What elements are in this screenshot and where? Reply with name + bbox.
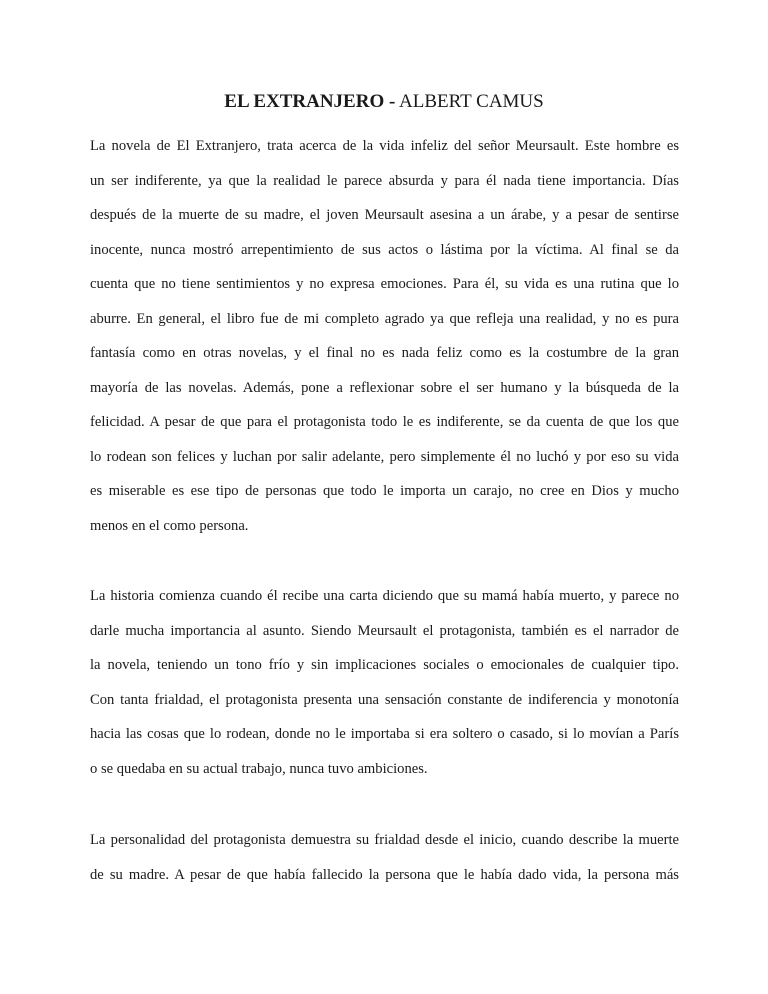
document-title: [0, 90, 768, 114]
paragraph-1: [90, 129, 679, 543]
paragraph-line: es miserable es ese tipo de personas que todo le importa un carajo, no cree en Dios y mucho: [90, 483, 679, 499]
paragraph-line: mayoría de las novelas. Además, pone a reflexionar sobre el ser humano y la búsqueda de la: [90, 379, 679, 396]
paragraph-line: de su madre. A pesar de que había fallecido la persona que le había dado vida, la persona más: [90, 866, 679, 883]
paragraph-line: la novela, teniendo un tono frío y sin implicaciones sociales o emocionales de cualquier tipo.: [90, 657, 679, 673]
paragraph-line: después de la muerte de su madre, el joven Meursault asesina a un árabe, y a pesar de sentirse: [90, 207, 679, 223]
paragraph-line: darle mucha importancia al asunto. Siendo Meursault el protagonista, también es el narrador de: [90, 622, 679, 639]
paragraph-line: fantasía como en otras novelas, y el final no es nada feliz como es la costumbre de la gran: [90, 345, 679, 361]
paragraph-line: un ser indiferente, ya que la realidad le parece absurda y para él nada tiene importancia. Días: [90, 172, 679, 189]
paragraph-line: lo rodean son felices y luchan por salir adelante, pero simplemente él no luchó y por eso su vida: [90, 448, 679, 465]
paragraph-line: hacia las cosas que lo rodean, donde no le importaba si era soltero o casado, si lo movían a París: [90, 726, 679, 742]
paragraph-3: [90, 823, 679, 892]
paragraph-line: o se quedaba en su actual trabajo, nunca tuvo ambiciones.: [90, 760, 428, 777]
paragraph-line: inocente, nunca mostró arrepentimiento de sus actos o lástima por la víctima. Al final se da: [90, 241, 679, 258]
paragraph-line: La novela de El Extranjero, trata acerca de la vida infeliz del señor Meursault. Este hombre es: [90, 138, 679, 154]
paragraph-line: cuenta que no tiene sentimientos y no expresa emociones. Para él, su vida es una rutina que lo: [90, 276, 679, 292]
paragraph-line: aburre. En general, el libro fue de mi completo agrado ya que refleja una realidad, y no es pura: [90, 310, 679, 327]
title-bold-part: EL EXTRANJERO -: [224, 91, 396, 112]
paragraph-line: La historia comienza cuando él recibe una carta diciendo que su mamá había muerto, y parece no: [90, 588, 679, 604]
paragraph-line: felicidad. A pesar de que para el protagonista todo le es indiferente, se da cuenta de que los que: [90, 414, 679, 430]
title-author-part: ALBERT CAMUS: [395, 91, 544, 112]
paragraph-2: [90, 579, 679, 786]
paragraph-line: menos en el como persona.: [90, 517, 249, 534]
paragraph-line: La personalidad del protagonista demuestra su frialdad desde el inicio, cuando describe la muerte: [90, 832, 679, 848]
paragraph-line: Con tanta frialdad, el protagonista presenta una sensación constante de indiferencia y monotonía: [90, 691, 679, 708]
